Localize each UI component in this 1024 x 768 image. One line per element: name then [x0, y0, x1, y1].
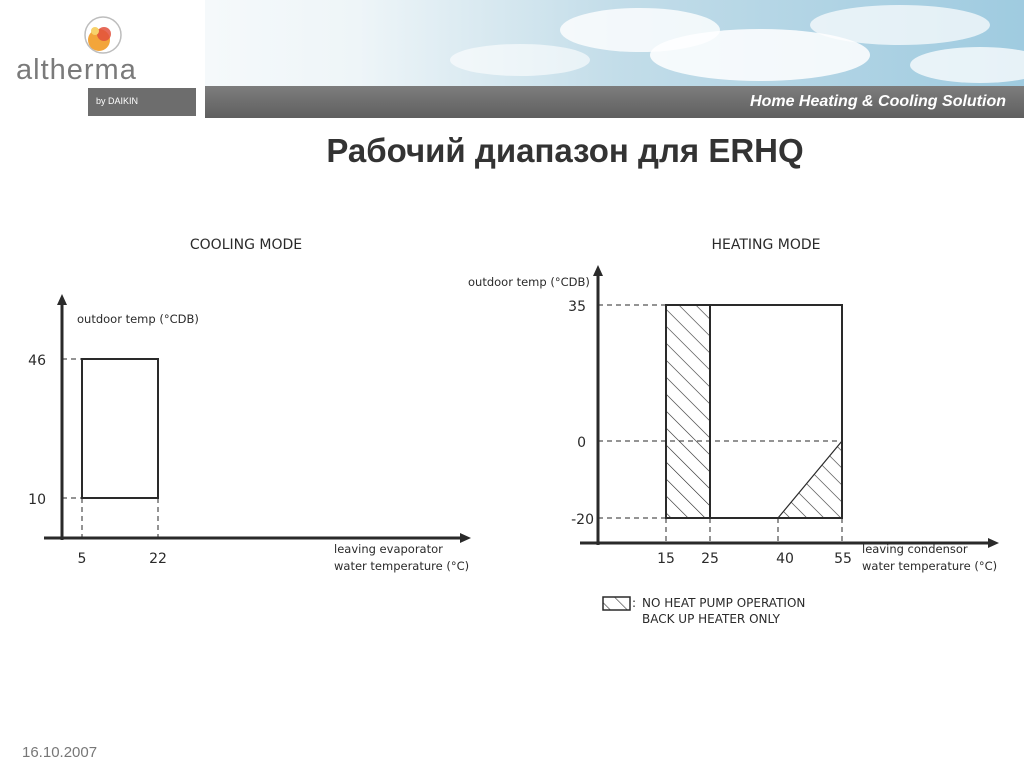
- heating-x-axis-label: leaving condensor: [862, 542, 968, 556]
- legend-line-1: NO HEAT PUMP OPERATION: [642, 596, 806, 610]
- heating-backup-zone-left: [666, 305, 710, 518]
- cooling-x-tick-label: 5: [77, 551, 87, 567]
- logo-wordmark: altherma: [16, 54, 137, 86]
- heating-x-tick-label: 40: [776, 551, 794, 567]
- legend-colon: :: [632, 596, 637, 610]
- cooling-operating-region: [82, 359, 158, 498]
- heating-x-tick-label: 55: [834, 551, 852, 567]
- heating-legend: [603, 596, 805, 626]
- heating-y-tick-label: -20: [571, 512, 594, 528]
- cooling-y-axis-label: outdoor temp (°CDB): [77, 312, 199, 326]
- cooling-y-tick-label: 46: [28, 353, 46, 369]
- header-tagline: Home Heating & Cooling Solution: [750, 93, 1006, 110]
- slide-date: 16.10.2007: [22, 744, 98, 761]
- heating-chart: [468, 237, 999, 626]
- daikin-logo-text: by DAIKIN: [96, 96, 139, 106]
- slide-title: Рабочий диапазон для ERHQ: [326, 132, 804, 169]
- heating-x-tick-label: 15: [657, 551, 675, 567]
- cooling-y-arrow-icon: [57, 294, 67, 305]
- cooling-chart: [28, 237, 471, 573]
- cooling-x-axis-label: leaving evaporator: [334, 542, 443, 556]
- legend-line-2: BACK UP HEATER ONLY: [642, 612, 780, 626]
- cooling-x-axis-label: water temperature (°C): [334, 559, 470, 573]
- cooling-x-arrow-icon: [460, 533, 471, 543]
- cooling-chart-title: COOLING MODE: [189, 237, 303, 253]
- heating-y-axis-label: outdoor temp (°CDB): [468, 275, 590, 289]
- heating-y-tick-label: 0: [577, 435, 586, 451]
- heating-x-axis-label: water temperature (°C): [862, 559, 998, 573]
- heating-chart-title: HEATING MODE: [711, 237, 821, 253]
- heating-y-arrow-icon: [593, 265, 603, 276]
- heating-x-arrow-icon: [988, 538, 999, 548]
- daikin-logo-badge: [88, 88, 196, 116]
- heating-x-tick-label: 25: [701, 551, 719, 567]
- cooling-x-tick-label: 22: [149, 551, 167, 567]
- cooling-y-tick-label: 10: [28, 492, 46, 508]
- hatch-legend-swatch-icon: [603, 597, 630, 610]
- heating-y-tick-label: 35: [568, 299, 586, 315]
